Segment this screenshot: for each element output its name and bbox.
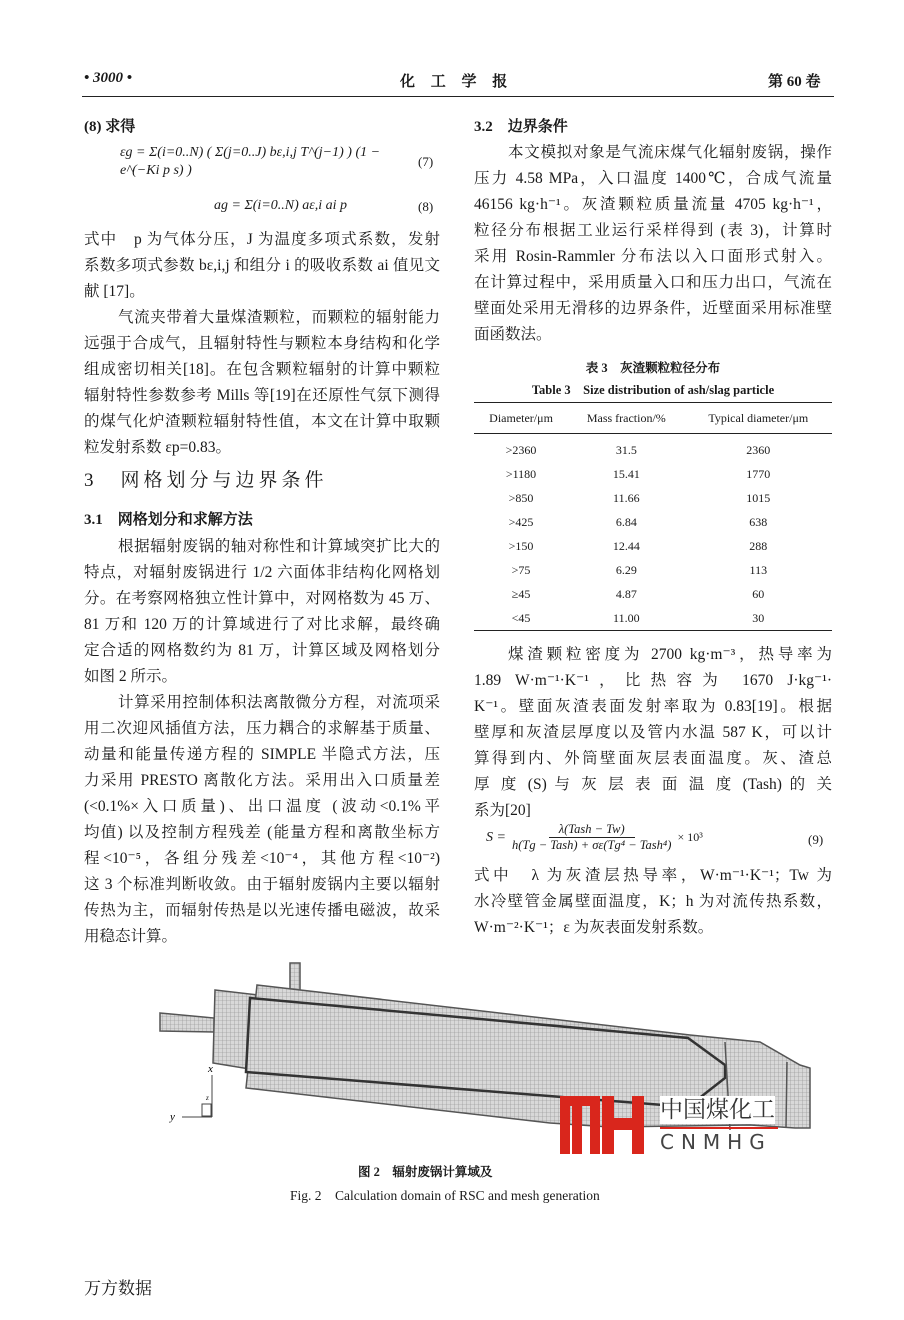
text-line: 壁厚和灰渣层厚度以及管内水温 587 K，可以计 xyxy=(474,724,832,741)
table-cell: 288 xyxy=(749,538,768,553)
table-cell: >1180 xyxy=(505,466,537,481)
text-line: 气流夹带着大量煤渣颗粒，而颗粒的辐射能力 xyxy=(118,309,440,326)
text-line: 式中 λ 为灰渣层热导率，W·m⁻¹·K⁻¹；Tw 为 xyxy=(474,867,832,884)
text-line: 系为[20] xyxy=(474,802,531,819)
table-cell: 1770 xyxy=(746,466,771,481)
volume-label: 第 60 卷 xyxy=(768,74,821,90)
mh-logo xyxy=(560,1096,650,1156)
paragraph-particle-radiation xyxy=(84,305,440,461)
page-number: • 3000 • xyxy=(84,70,133,86)
equation-7: εg = Σ(i=0..N) ( Σ(j=0..J) bε,i,j T^(j−1) ) (1 − e^(−Ki p s) ) xyxy=(120,145,381,178)
text-line: 采用 Rosin-Rammler 分布法以入口面形式射入。 xyxy=(474,248,832,265)
paragraph-boundary xyxy=(474,140,832,348)
text-line: 组成密切相关[18]。在包含颗粒辐射的计算中颗粒 xyxy=(84,361,440,378)
paragraph-properties xyxy=(474,642,832,824)
text-line: 在计算过程中，采用质量入口和压力出口，气流在 xyxy=(474,274,832,291)
paragraph-symbols xyxy=(84,227,440,305)
header-rule xyxy=(82,96,834,97)
text-line: 分。在考察网格独立性计算中，对网格数为 45 万、 xyxy=(84,590,440,607)
paragraph-mesh xyxy=(84,534,440,690)
watermark-rule xyxy=(660,1127,778,1129)
text-line: 的煤气化炉渣颗粒辐射特性值，本文在计算中取颗 xyxy=(84,413,440,430)
text-line: 远强于合成气，且辐射特性与颗粒本身结构和化学 xyxy=(84,335,440,352)
text-line: 均值) 以及控制方程残差 (能量方程和离散坐标方 xyxy=(84,824,440,841)
text-line: 如图 2 所示。 xyxy=(84,668,178,685)
text-line: 粒发射系数 εp=0.83。 xyxy=(84,439,232,456)
text-line: 辐射特性参数参考 Mills 等[19]在还原性气氛下测得 xyxy=(84,387,440,404)
equation-8-number: (8) xyxy=(418,199,434,214)
section-3-heading: 3 网格划分与边界条件 xyxy=(84,470,328,491)
table-caption-en: Table 3 Size distribution of ash/slag particle xyxy=(531,383,775,397)
table-row xyxy=(474,558,832,582)
text-line: 厚 度 (S) 与 灰 层 表 面 温 度 (Tash) 的 关 xyxy=(474,776,832,793)
equation-9-numerator: λ(Tash − Tw) xyxy=(549,822,635,838)
figure-caption-en: Fig. 2 Calculation domain of RSC and mesh generation xyxy=(290,1188,600,1203)
axis-x-label: x xyxy=(208,1063,213,1075)
figure-caption-cn: 图 2 辐射废锅计算域及 xyxy=(358,1165,493,1179)
text-line: 用稳态计算。 xyxy=(84,928,178,945)
footer-source: 万方数据 xyxy=(84,1279,152,1299)
text-line: 壁面处采用无滑移的边界条件，近壁面采用标准壁 xyxy=(474,300,832,317)
text-line: W·m⁻²·K⁻¹；ε 为灰表面发射系数。 xyxy=(474,919,714,936)
text-line: 特点，对辐射废锅进行 1/2 六面体非结构化网格划 xyxy=(84,564,440,581)
equation-9-denominator: h(Tg − Tash) + σε(Tg⁴ − Tash⁴) xyxy=(511,838,672,852)
text-line: 用二次迎风插值方法，压力耦合的求解基于质量、 xyxy=(84,720,440,737)
paragraph-solver xyxy=(84,690,440,950)
step-label: (8) 求得 xyxy=(84,119,136,135)
text-line: 本文模拟对象是气流床煤气化辐射废锅，操作 xyxy=(508,144,832,161)
table-cell: 15.41 xyxy=(612,466,640,481)
text-line: 程<10⁻⁵，各组分残差<10⁻⁴，其他方程<10⁻²) xyxy=(84,850,440,867)
text-line: 定合适的网格数约为 81 万，计算区域及网格划分 xyxy=(84,642,440,659)
text-line: 面函数法。 xyxy=(474,326,552,343)
equation-9 xyxy=(486,822,703,853)
table-row xyxy=(474,434,832,463)
table-row xyxy=(474,534,832,558)
text-line: 动量和能量传递方程的 SIMPLE 半隐式方法，压 xyxy=(84,746,440,763)
text-line: K⁻¹。壁面灰渣表面发射率取为 0.83[19]。根据 xyxy=(474,698,832,715)
table-cell: ≥45 xyxy=(511,586,531,601)
table-cell: 2360 xyxy=(746,442,771,457)
table-cell: 11.66 xyxy=(613,490,640,505)
table-cell: 11.00 xyxy=(613,610,640,625)
table-cell: 113 xyxy=(749,562,768,577)
equation-9-lhs: S = xyxy=(486,829,506,845)
table-cell: 12.44 xyxy=(612,538,640,553)
text-line: (<0.1%×入口质量)、出口温度 (波动<0.1%平 xyxy=(84,798,440,815)
axis-y-label: y xyxy=(170,1111,175,1123)
table-row xyxy=(474,606,832,631)
table-row xyxy=(474,486,832,510)
section-3-1-heading: 3.1 网格划分和求解方法 xyxy=(84,512,253,528)
column-header: Mass fraction/% xyxy=(586,410,666,425)
axis-z-label: z xyxy=(206,1094,209,1102)
equation-9-number: (9) xyxy=(808,832,824,847)
column-header: Diameter/μm xyxy=(489,410,553,425)
section-3-2-heading: 3.2 边界条件 xyxy=(474,119,568,135)
text-line: 粒径分布根据工业运行采样得到 (表 3)，计算时 xyxy=(474,222,832,239)
table-cell: >850 xyxy=(508,490,534,505)
equation-9-factor: × 10³ xyxy=(677,830,703,844)
paragraph-symbols-9 xyxy=(474,863,832,941)
equation-7-number: (7) xyxy=(418,154,434,169)
text-line: 压力 4.58 MPa，入口温度 1400℃，合成气流量 xyxy=(474,170,832,187)
table-row xyxy=(474,582,832,606)
table-cell: 60 xyxy=(752,586,765,601)
text-line: 计算采用控制体积法离散微分方程，对流项采 xyxy=(118,694,440,711)
table-cell: <45 xyxy=(511,610,531,625)
table-row xyxy=(474,462,832,486)
watermark-cn: 中国煤化工 xyxy=(660,1097,775,1123)
column-header: Typical diameter/μm xyxy=(708,410,809,425)
text-line: 水冷壁管金属壁面温度，K；h 为对流传热系数， xyxy=(474,893,832,910)
text-line: 传热为主，而辐射传热是以光速传播电磁波，故采 xyxy=(84,902,440,919)
text-line: 式中 p 为气体分压，J 为温度多项式系数，发射 xyxy=(84,231,440,248)
table-cell: >425 xyxy=(508,514,534,529)
text-line: 1.89 W·m⁻¹·K⁻¹，比热容为 1670 J·kg⁻¹· xyxy=(474,672,832,689)
text-line: 46156 kg·h⁻¹。灰渣颗粒质量流量 4705 kg·h⁻¹， xyxy=(474,196,832,213)
table-cell: 30 xyxy=(752,610,765,625)
table-caption-cn: 表 3 灰渣颗粒粒径分布 xyxy=(585,361,721,375)
text-line: 系数多项式参数 bε,i,j 和组分 i 的吸收系数 ai 值见文 xyxy=(84,257,440,274)
text-line: 算得到内、外筒壁面灰层表面温度。灰、渣总 xyxy=(474,750,832,767)
text-line: 煤渣颗粒密度为 2700 kg·m⁻³，热导率为 xyxy=(508,646,832,663)
equation-8: ag = Σ(i=0..N) aε,i ai p xyxy=(214,198,348,213)
table-cell: 638 xyxy=(749,514,768,529)
equation-9-fraction xyxy=(512,822,671,853)
journal-title: 化 工 学 报 xyxy=(400,74,514,90)
table-cell: 6.29 xyxy=(615,562,637,577)
text-line: 力采用 PRESTO 离散化方法。采用出入口质量差 xyxy=(84,772,440,789)
text-line: 献 [17]。 xyxy=(84,283,145,300)
watermark-en: CNMHG xyxy=(660,1130,772,1154)
cnmhg-watermark xyxy=(560,1096,800,1156)
table-cell: 31.5 xyxy=(615,442,637,457)
text-line: 这 3 个标准判断收敛。由于辐射废锅内主要以辐射 xyxy=(84,876,440,893)
table-row xyxy=(474,510,832,534)
table-cell: 6.84 xyxy=(615,514,637,529)
table-cell: 4.87 xyxy=(615,586,637,601)
text-line: 81 万和 120 万的计算域进行了对比求解，最终确 xyxy=(84,616,440,633)
table-cell: >75 xyxy=(511,562,531,577)
text-line: 根据辐射废锅的轴对称性和计算域突扩比大的 xyxy=(118,538,440,555)
table-cell: >2360 xyxy=(505,442,537,457)
size-distribution-table xyxy=(474,402,832,631)
table-cell: 1015 xyxy=(746,490,771,505)
table-cell: >150 xyxy=(508,538,534,553)
